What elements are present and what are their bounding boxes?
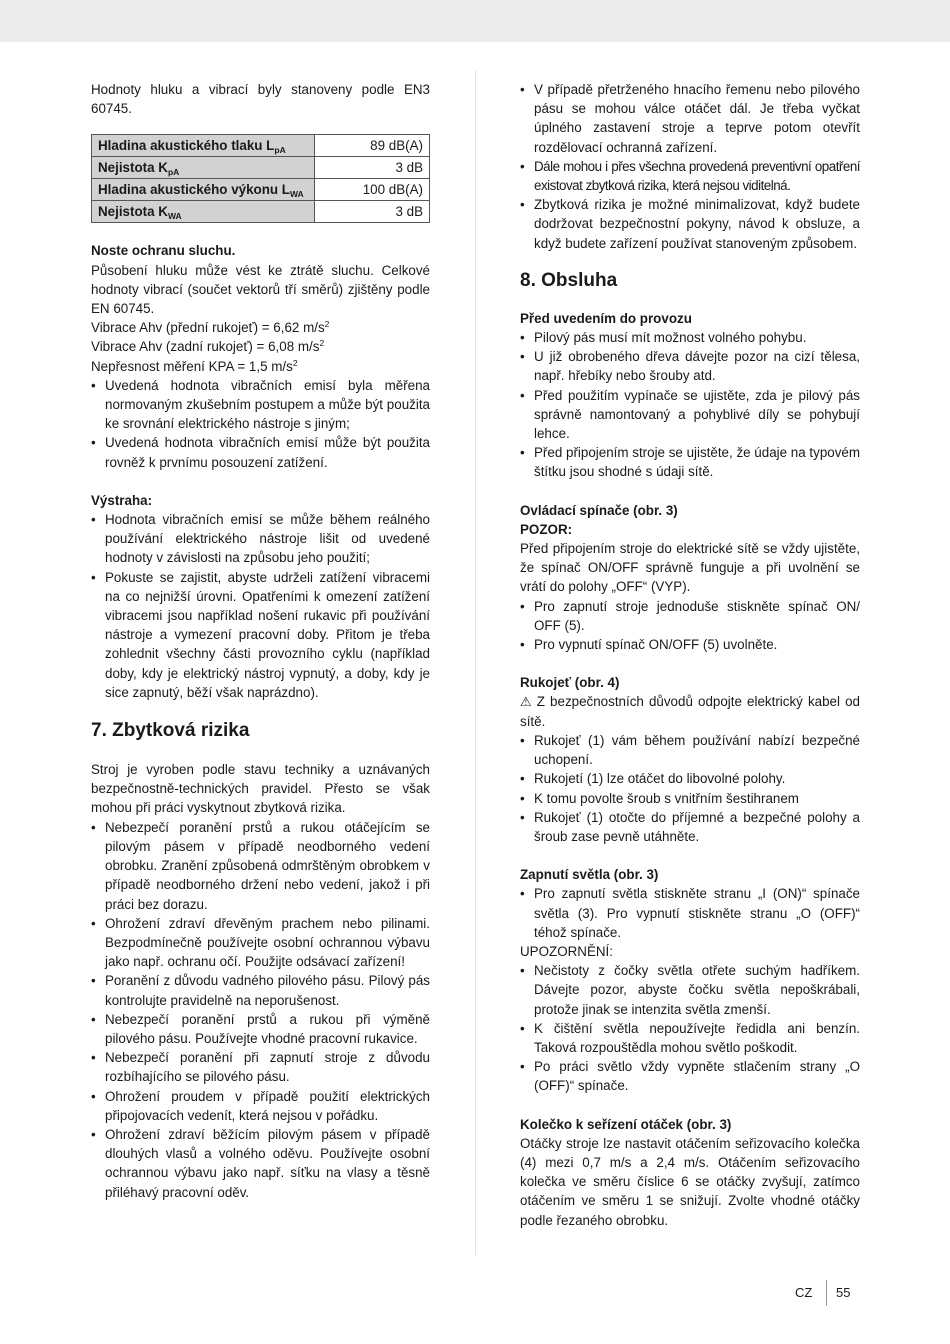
table-label: Hladina akustického tlaku $L_{pA}$ (92, 135, 315, 157)
list-item: • V případě přetrženého hnacího řemenu nebo pilového pásu se mohou válce otáčet dál. Je třeba vyčkat úplného zastavení stroje a teprve potom otevřít rozdělovací ochranná zařízení. (520, 80, 860, 157)
vibration-list (91, 376, 430, 472)
list-item: • Hodnota vibračních emisí se může během reálného používání elektrického nástroje lišit od uvedené hodnoty v závislosti na způsobu jeho použití; (91, 510, 430, 568)
noise-table (91, 134, 430, 223)
before-operation-list (520, 328, 860, 482)
speed-title: Kolečko k seřízení otáček (obr. 3) (520, 1116, 732, 1132)
table-row (92, 135, 430, 157)
switch-title: Ovládací spínače (obr. 3) (520, 502, 678, 518)
intro-text: Hodnoty hluku a vibrací byly stanoveny podle EN3 60745. (91, 82, 430, 117)
table-row (92, 157, 430, 179)
table-row (92, 179, 430, 201)
light-title: Zapnutí světla (obr. 3) (520, 867, 659, 883)
list-item: • Rukojeť (1) otočte do příjemné a bezpečné polohy a šroub zase pevně utáhněte. (520, 808, 860, 846)
column-divider (475, 70, 476, 1255)
table-label: Nejistota $K_{WA}$ (92, 201, 315, 223)
list-item: • Nebezpečí poranění prstů a rukou při výměně pilového pásu. Používejte vhodné pracovní rukavice. (91, 1010, 430, 1048)
list-item: • Ohrožení proudem v případě použití elektrických připojovacích vedenít, která nejsou v pořádku. (91, 1087, 430, 1125)
list-item: • Pilový pás musí mít možnost volného pohybu. (520, 328, 860, 347)
list-item: • Před připojením stroje se ujistěte, že údaje na typovém štítku jsou shodné s údaji sítě. (520, 443, 860, 481)
warning-triangle-icon: ⚠ (520, 694, 532, 710)
table-label: Hladina akustického výkonu $L_{WA}$ (92, 179, 315, 201)
section-7-list (91, 818, 430, 1202)
list-item: • Uvedená hodnota vibračních emisí byla měřena normovaným zkušebním postupem a může být použita ke srovnání elektrického nástroje s jiným; (91, 376, 430, 434)
page-footer (0, 1283, 950, 1303)
list-item: • K tomu povolte šroub s vnitřním šestihranem (520, 789, 860, 808)
light-notice-list (520, 961, 860, 1095)
list-item: • U již obrobeného dřeva dávejte pozor na cizí tělesa, např. hřebíky nebo šrouby atd. (520, 347, 860, 385)
switch-list (520, 597, 860, 655)
handle-warning: ⚠ Z bezpečnostních důvodů odpojte elektrický kabel od sítě. (520, 694, 860, 729)
top-bar (0, 0, 950, 42)
list-item: • Před použitím vypínače se ujistěte, zda je pilový pás správně namontovaný a pohyblivé díly se pohybují lehce. (520, 386, 860, 444)
list-item: • Ohrožení zdraví dřevěným prachem nebo pilinami. Bezpodmínečně používejte osobní ochrannou výbavu jako např. ochranu očí. Použijte odsávací zařízení! (91, 914, 430, 972)
list-item: • Dále mohou i přes všechna provedená preventivní opatření existovat zbytková rizika, která nejsou viditelná. (520, 157, 860, 195)
vibration-front: Vibrace Ahv (přední rukojeť) = 6,62 $m/s^2$ (91, 319, 330, 336)
list-item: • Zbytková rizika je možné minimalizovat, když budete dodržovat bezpečnostní pokyny, návod k obsluze, a když budete zařízení používat stanoveným způsobem. (520, 195, 860, 253)
list-item: • Rukojetí (1) lze otáčet do libovolné polohy. (520, 769, 860, 788)
light-notice: UPOZORNĚNÍ: (520, 943, 613, 959)
table-label: Nejistota $K_{pA}$ (92, 157, 315, 179)
before-operation-title: Před uvedením do provozu (520, 310, 692, 326)
list-item: • Po práci světlo vždy vypněte stlačením strany „O (OFF)“ spínače. (520, 1057, 860, 1095)
warning-title: Výstraha: (91, 492, 153, 508)
section-7-heading: 7. Zbytková rizika (91, 720, 250, 742)
list-item: • Pro zapnutí světla stiskněte stranu „I (ON)“ spínače světla (3). Pro vypnutí stiskněte stranu „O (OFF)“ téhož spínače. (520, 884, 860, 942)
section-8-heading: 8. Obsluha (520, 269, 618, 291)
list-item: • Nebezpečí poranění při zapnutí stroje z důvodu rozbíhajícího se pilového pásu. (91, 1048, 430, 1086)
switch-text: Před připojením stroje do elektrické sítě se vždy ujistěte, že spínač ON/OFF správně funguje a při uvolnění se vrátí do polohy „OFF“ (VYP). (520, 541, 860, 595)
table-value: 100 dB(A) (315, 179, 430, 201)
left-column (91, 80, 430, 1202)
handle-list (520, 731, 860, 846)
risk-list (520, 80, 860, 253)
list-item: • K čištění světla nepoužívejte ředidla ani benzín. Taková rozpouštědla mohou světlo poškodit. (520, 1019, 860, 1057)
list-item: • Nebezpečí poranění prstů a rukou otáčejícím se pilovým pásem v případě neodborného vedení obrobku. Zranění způsobená odmrštěným obrobkem v případě neodborného držení nebo vedení, jakož i při práci bez dorazu. (91, 818, 430, 914)
list-item: • Nečistoty z čočky světla otřete suchým hadříkem. Dávejte pozor, abyste čočku světla nepoškrábali, protože jinak se intenzita světla zmenší. (520, 961, 860, 1019)
page-number: 55 (836, 1285, 851, 1300)
switch-caution: POZOR: (520, 521, 573, 537)
hearing-title: Noste ochranu sluchu. (91, 243, 236, 259)
list-item: • Pokuste se zajistit, abyste udrželi zatížení vibracemi na co nejnižší úrovni. Opatřeními k omezení zatížení vibracemi jsou například nošení rukavic při používání nástroje a vymezení pracovní doby. Přitom je třeba zohlednit všechny části provozního cyklu (například doby, kdy je elektrický nástroj vypnutý, a doby, kdy je sice zapnutý, běží však naprázdno). (91, 568, 430, 702)
speed-text: Otáčky stroje lze nastavit otáčením seřizovacího kolečka (4) mezi 0,7 m/s a 2,4 m/s. Otáčením seřizovacího kolečka ve směru číslice 6 se otáčky zvyšují, zatímco otáčením ve směru 1 se snižují. Zvolte vhodné otáčky podle řezaného obrobku. (520, 1135, 860, 1228)
list-item: • Ohrožení zdraví běžícím pilovým pásem v případě dlouhých vlasů a volného oděvu. Používejte osobní ochrannou výbavu jako např. síťku na vlasy a těsně přiléhavý pracovní oděv. (91, 1125, 430, 1202)
handle-title: Rukojeť (obr. 4) (520, 675, 620, 691)
table-value: 3 dB (315, 201, 430, 223)
list-item: • Pro zapnutí stroje jednoduše stiskněte spínač ON/ OFF (5). (520, 597, 860, 635)
list-item: • Poranění z důvodu vadného pilového pásu. Pilový pás kontrolujte pravidelně na neporušenost. (91, 971, 430, 1009)
list-item: • Uvedená hodnota vibračních emisí může být použita rovněž k prvnímu posouzení zatížení. (91, 433, 430, 471)
table-value: 3 dB (315, 157, 430, 179)
hearing-text: Působení hluku může vést ke ztrátě sluchu. Celkové hodnoty vibrací (součet vektorů tří směrů) zjištěny podle EN 60745. (91, 262, 430, 317)
vibration-kpa: Nepřesnost měření KPA = 1,5 $m/s^2$ (91, 357, 298, 374)
list-item: • Pro vypnutí spínač ON/OFF (5) uvolněte. (520, 635, 860, 654)
list-item: • Rukojeť (1) vám během používání nabízí bezpečné uchopení. (520, 731, 860, 769)
right-column (520, 80, 860, 1230)
table-value: 89 dB(A) (315, 135, 430, 157)
warning-list (91, 510, 430, 702)
footer-separator (826, 1280, 827, 1306)
section-7-intro: Stroj je vyroben podle stavu techniky a uznávaných bezpečnostně-technických pravidel. Přesto se však mohou při práci vyskytnout zbytková rizika. (91, 762, 430, 816)
vibration-rear: Vibrace Ahv (zadní rukojeť) = 6,08 $m/s^2$ (91, 338, 325, 355)
language-code: CZ (795, 1285, 813, 1300)
table-row (92, 201, 430, 223)
light-list (520, 884, 860, 942)
